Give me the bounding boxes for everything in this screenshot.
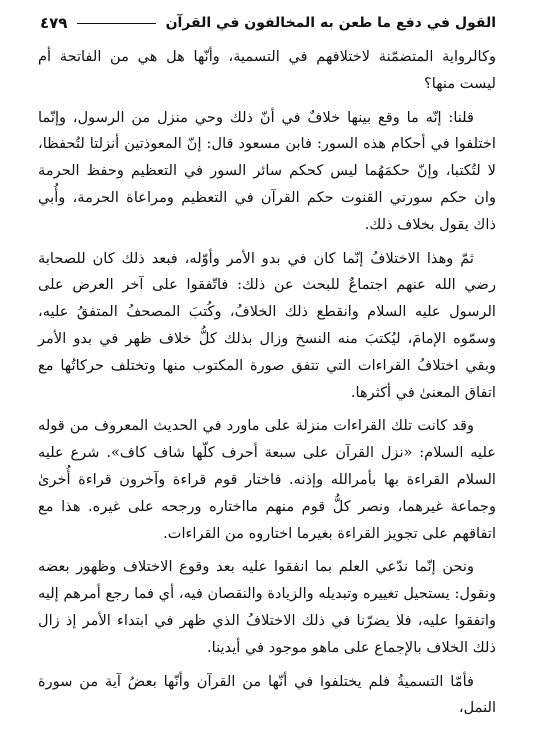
paragraph: قلنا: إنّه ما وقع بينها خلافٌ في أنّ ذلك وحي منزل من الرسول، وإنّما اختلفوا في أحكام هذه السور: فابن مسعود قال: إنّ المعوذتين أنزلتا لتُحفظا، لا لتُكتبا، وإنّ حكمَهُما ليس كحكم سائر السور في التعظيم وحفظ الحرمة وان حكم سورتي القنوت حكم القرآن في التعظيم ومراعاة الحرمة، وأُبي ذاك يقول بخلاف ذلك. — [38, 108, 496, 233]
paragraph: وقد كانت تلك القراءات منزلة على ماورد في الحديث المعروف من قوله عليه السلام: «نزل القرآن على سبعة أحرف كلّها شاف كاف». شرع عليه السلام القراءة بها بأمرالله وإذنه. فاختار قوم قراءة وآخرون قراءة أُخرىٰ وجماعة غيرهما، ونصر كلُّ قوم منهم مااختاره ورجحه على غيره. هذا مع اتفاقهم على تجويز القراءة بغيرما اختاروه من القراءات. — [38, 417, 496, 542]
header-title: القول في دفع ما طعن به المخالفون في القرآن — [165, 15, 496, 31]
paragraph: ثمّ وهذا الاختلافُ إنّما كان في بدو الأمر وأوّله، فبعد ذلك كان للصحابة رضي الله عنهم اجتماعٌ للبحث عن ذلك: فاتّفقوا على آخر العرض على الرسول عليه السلام وانقطع ذلك الخلافُ، وكُتبَ المصحفُ المتفقُ عليه، وسمّوه الإمامَ، ليُكتبَ منه النسخ وزال بذلك كلُّ خلاف ظهر في بدو الأمر وبقي اختلافُ القراءات التي تتفق صورة المكتوب منها وتختلف حركاتُها مع اتفاق المعنىٰ في أكثرها. — [38, 249, 496, 401]
running-header — [40, 10, 496, 36]
page-number: ٤٧٩ — [40, 14, 68, 32]
paragraph: ونحن إنّما ندّعي العلم بما انفقوا عليه بعد وقوع الاختلاف وظهور بعضه ونقول: يستحيل تغييره وتبديله والزيادة والنقصان فيه، أي فما رجع أمرهم إليه واتفقوا عليه، فلا يضرّنا في ذلك الاختلافُ الذي ظهر في ابتداء الأمر إذ زال ذلك الخلاف بالإجماع على ماهو موجود في أيدينا. — [38, 558, 496, 656]
paragraph: وكالرواية المتضمّنة لاختلافهم في التسمية، وأنّها هل هي من الفاتحة أم ليست منها؟ — [38, 48, 496, 92]
paragraph: فأمّا التسميةُ فلم يختلفوا في أنّها من القرآن وأنّها بعضُ آية من سورة النمل، — [38, 672, 496, 717]
body-text — [38, 44, 496, 729]
header-rule — [77, 23, 155, 24]
